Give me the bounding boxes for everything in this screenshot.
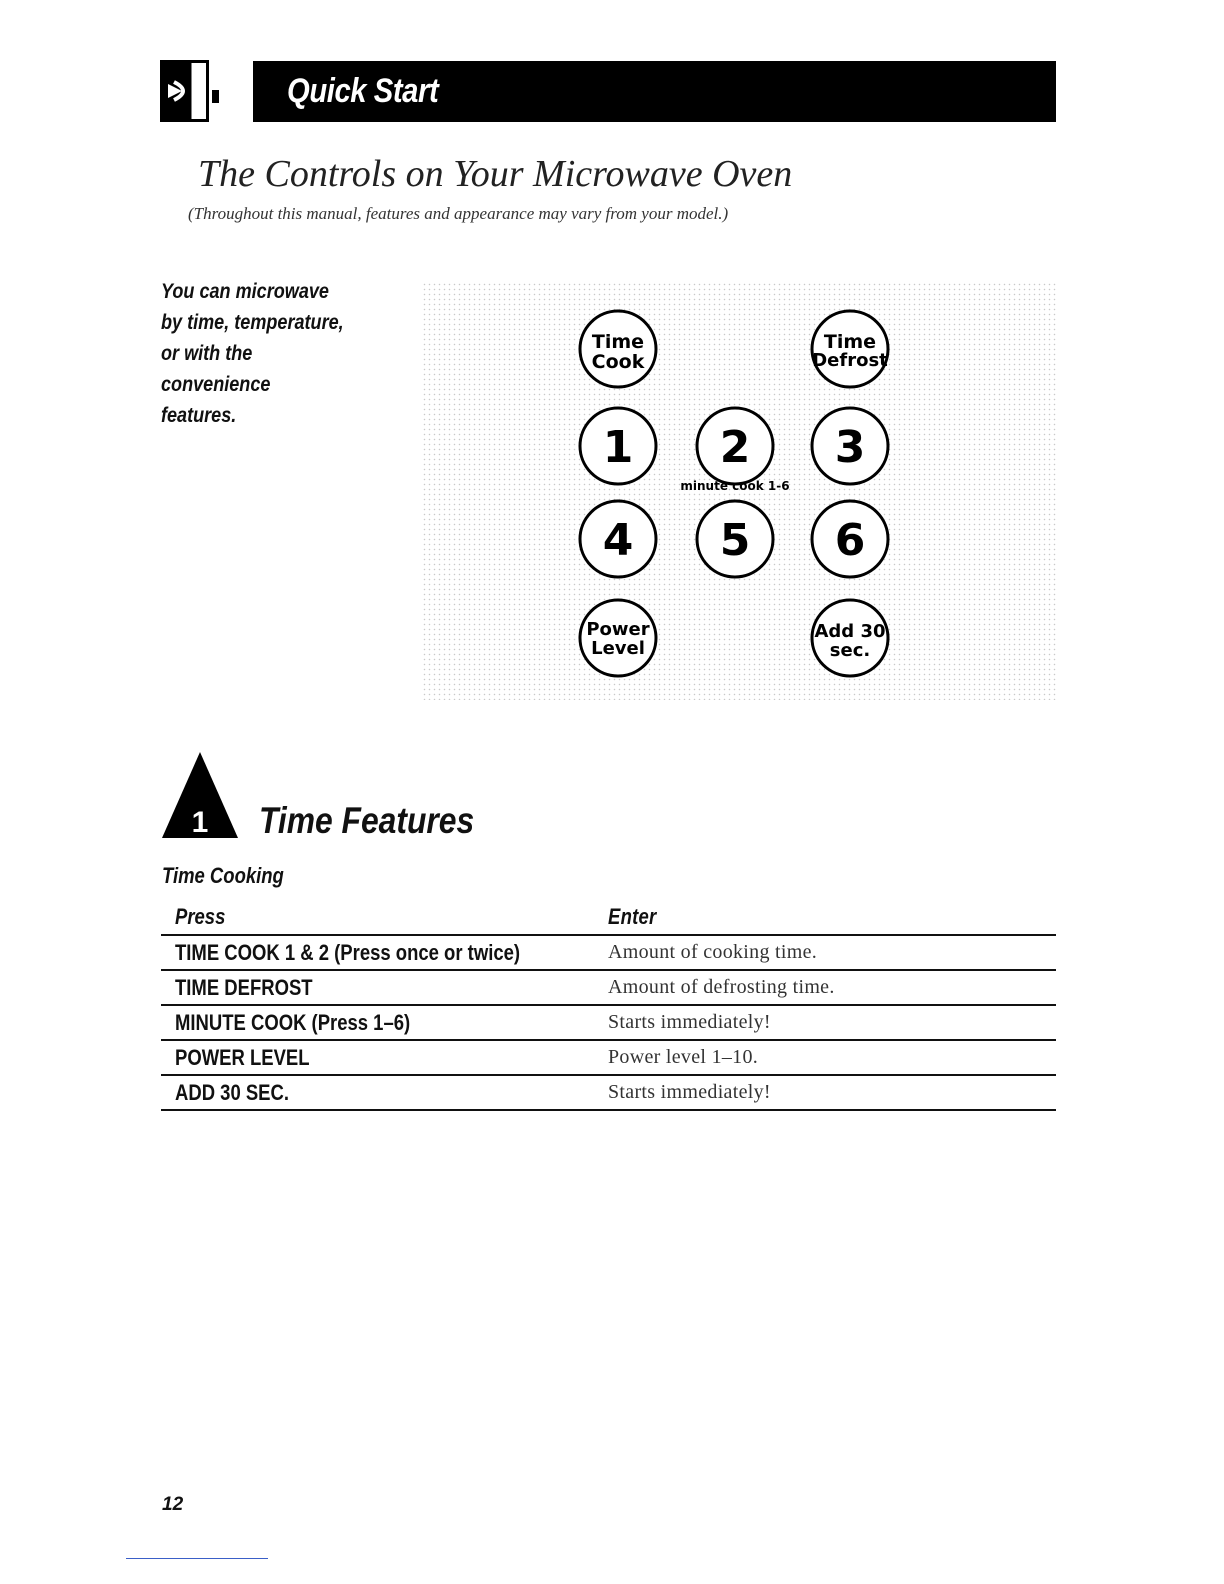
power-level-key-line1: Power bbox=[586, 619, 650, 640]
number-key-1-label: 1 bbox=[602, 422, 634, 473]
add-30-sec-key-line2: sec. bbox=[829, 640, 871, 661]
enter-cell: Starts immediately! bbox=[608, 1081, 771, 1103]
time-features-table bbox=[161, 900, 1056, 1111]
time-cook-key bbox=[580, 311, 656, 387]
intro-line: You can microwave bbox=[161, 280, 329, 303]
header-enter: Enter bbox=[608, 904, 657, 929]
section-title: Time Features bbox=[259, 800, 475, 841]
table-row bbox=[161, 1006, 1056, 1041]
press-cell: TIME COOK 1 & 2 (Press once or twice) bbox=[175, 939, 521, 965]
section-a-triangle-icon bbox=[162, 752, 258, 840]
number-key-3 bbox=[812, 408, 888, 484]
time-defrost-key bbox=[812, 311, 888, 387]
time-cook-key-line1: Time bbox=[591, 331, 645, 353]
power-level-key-line2: Level bbox=[591, 638, 645, 659]
number-key-5 bbox=[697, 501, 773, 577]
page-title: The Controls on Your Microwave Oven bbox=[198, 153, 793, 195]
add-30-sec-key-line1: Add 30 bbox=[814, 621, 886, 642]
number-key-4-label: 4 bbox=[602, 515, 634, 566]
intro-line: or with the bbox=[161, 342, 253, 365]
enter-cell: Amount of defrosting time. bbox=[608, 976, 835, 998]
footer-divider bbox=[126, 1558, 268, 1559]
time-cook-key-line2: Cook bbox=[591, 351, 645, 373]
number-key-6 bbox=[812, 501, 888, 577]
intro-line: by time, temperature, bbox=[161, 311, 344, 334]
add-30-sec-key bbox=[812, 600, 888, 676]
page-subtitle: (Throughout this manual, features and appearance may vary from your model.) bbox=[188, 204, 729, 223]
press-cell: POWER LEVEL bbox=[175, 1044, 310, 1070]
intro-line: features. bbox=[161, 404, 237, 427]
page-number: 12 bbox=[162, 1494, 184, 1515]
time-defrost-key-line2: Defrost bbox=[812, 350, 888, 371]
time-defrost-key-line1: Time bbox=[823, 331, 877, 353]
number-key-5-label: 5 bbox=[719, 515, 751, 566]
enter-cell: Power level 1–10. bbox=[608, 1046, 759, 1068]
minute-cook-label: minute cook 1-6 bbox=[680, 479, 790, 493]
enter-cell: Starts immediately! bbox=[608, 1011, 771, 1033]
number-key-3-label: 3 bbox=[834, 422, 866, 473]
section-a-number: 1 bbox=[191, 806, 209, 839]
control-panel-svg bbox=[422, 282, 1056, 700]
number-key-4 bbox=[580, 501, 656, 577]
enter-cell: Amount of cooking time. bbox=[608, 941, 818, 963]
intro-line: convenience bbox=[161, 373, 271, 396]
table-row bbox=[161, 971, 1056, 1006]
number-key-6-label: 6 bbox=[834, 515, 866, 566]
press-cell: ADD 30 SEC. bbox=[175, 1079, 290, 1105]
table-row bbox=[161, 1076, 1056, 1111]
quick-start-icon bbox=[160, 60, 220, 122]
table-row bbox=[161, 1041, 1056, 1076]
section-header-bar bbox=[253, 61, 1056, 122]
press-cell: TIME DEFROST bbox=[175, 974, 313, 1000]
press-cell: MINUTE COOK (Press 1–6) bbox=[175, 1009, 411, 1035]
number-key-2 bbox=[697, 408, 773, 484]
number-key-1 bbox=[580, 408, 656, 484]
header-press: Press bbox=[175, 904, 226, 929]
power-level-key bbox=[580, 600, 656, 676]
sub-heading: Time Cooking bbox=[162, 863, 284, 888]
control-panel-illustration bbox=[422, 282, 1056, 700]
number-key-2-label: 2 bbox=[719, 422, 751, 473]
table-header-row bbox=[161, 900, 1056, 936]
table-row bbox=[161, 936, 1056, 971]
intro-text bbox=[161, 276, 381, 431]
section-header-title: Quick Start bbox=[287, 72, 439, 110]
